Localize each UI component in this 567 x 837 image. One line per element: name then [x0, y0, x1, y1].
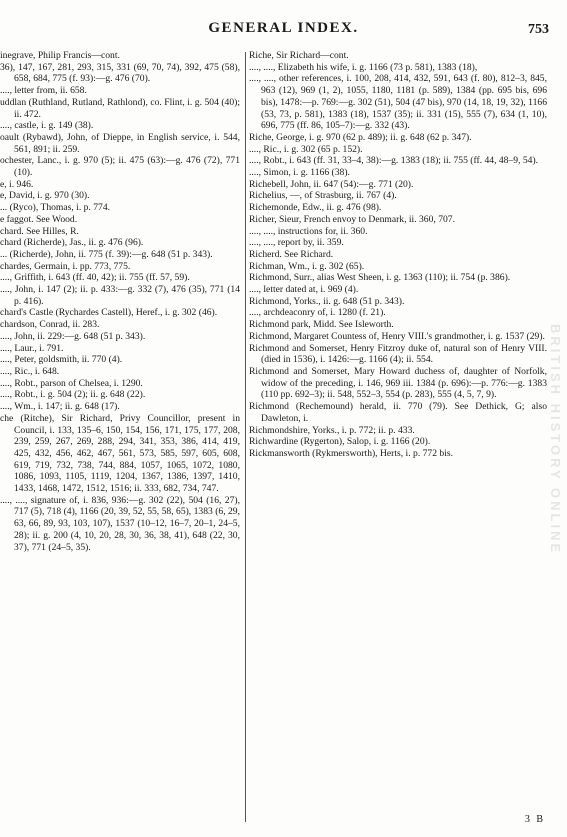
index-entry: 36), 147, 167, 281, 293, 315, 331 (69, 70, 74), 392, 475 (58), 658, 684, 775 (f. 93):—g. 476 (70).	[0, 61, 240, 85]
index-entry: chard. See Hilles, R.	[0, 225, 79, 237]
index-entry: che (Ritche), Sir Richard, Privy Councillor, present in Council, i. 133, 135–6, 150, 154, 156, 171, 175, 177, 208, 239, 259, 267, 269, 288, 294, 341, 353, 386, 414, 419, 425, 432, 456, 462, 467, 561, 573, 585, 597, 605, 608, 619, 719, 732, 738, 744, 884, 1057, 1065, 1072, 1080, 1086, 1093, 1105, 1119, 1204, 1367, 1386, 1397, 1410, 1433, 1468, 1472, 1512, 1516; ii. 333, 682, 734, 747.	[0, 412, 240, 495]
index-entry: Riche, Sir Richard—cont.	[249, 50, 349, 61]
index-entry: ...., Laur., i. 791.	[0, 342, 64, 354]
index-entry: ...., ...., Elizabeth his wife, i. g. 1166 (73 p. 581), 1383 (18),	[249, 61, 478, 73]
index-entry: e, David, i. g. 970 (30).	[0, 190, 90, 202]
index-entry: Richer, Sieur, French envoy to Denmark, ii. 360, 707.	[249, 213, 455, 225]
index-entry: ...., archdeaconry of, i. 1280 (f. 21).	[249, 307, 386, 319]
index-entry: Richmond, Yorks., ii. g. 648 (51 p. 343).	[249, 295, 405, 307]
index-entry: chard's Castle (Rychardes Castell), Heref., i. g. 302 (46).	[0, 307, 218, 319]
right-column	[249, 50, 547, 460]
watermark: BRITISH HISTORY ONLINE	[548, 324, 563, 556]
index-entry: ...., John, i. 147 (2); ii. p. 433:—g. 332 (7), 476 (35), 771 (14 p. 416).	[0, 284, 240, 307]
index-entry: Richwardine (Rygerton), Salop, i. g. 1166 (20).	[249, 436, 431, 448]
index-entry: ... (Ryco), Thomas, i. p. 774.	[0, 202, 111, 214]
index-entry: ...., ...., report by, ii. 359.	[249, 237, 344, 249]
index-entry: chardes, Germain, i. pp. 773, 775.	[0, 260, 131, 272]
index-entry: ...., Ric., i. 648.	[0, 365, 60, 377]
index-entry: ...., Robt., parson of Chelsea, i. 1290.	[0, 377, 143, 389]
signature-mark: 3 B	[524, 814, 545, 825]
index-entry: Richebell, John, ii. 647 (54):—g. 771 (20).	[249, 178, 414, 190]
index-entry: ...., Griffith, i. 643 (ff. 40, 42); ii. 755 (ff. 57, 59).	[0, 272, 190, 284]
index-entry: ...., Peter, goldsmith, ii. 770 (4).	[0, 354, 123, 366]
index-entry: ...., Ric., i. g. 302 (65 p. 152).	[249, 143, 363, 155]
index-entry: Richmondshire, Yorks., i. p. 772; ii. p. 433.	[249, 424, 415, 436]
index-entry: ...., castle, i. g. 149 (38).	[0, 120, 94, 132]
left-column	[0, 50, 240, 553]
index-entry: Richmond (Rechemound) herald, ii. 770 (79). See Dethick, G; also Dawleton, i.	[249, 401, 547, 424]
index-entry: chard (Richerde), Jas., ii. g. 476 (96).	[0, 237, 144, 249]
index-entry: Richmond and Somerset, Henry Fitzroy duke of, natural son of Henry VIII. (died in 1536), i. 1426:—g. 1166 (4); ii. 554.	[249, 342, 547, 366]
index-entry: ...., ...., instructions for, ii. 360.	[249, 225, 368, 237]
page-number: 753	[528, 22, 549, 37]
index-entry: ...., Robt., i. g. 504 (2); ii. g. 648 (22).	[0, 389, 146, 401]
index-entry: ...., Simon, i. g. 1166 (38).	[249, 167, 350, 179]
index-entry: ...., letter dated at, i. 969 (4).	[249, 284, 359, 296]
index-entry: ...., ...., signature of, i. 836, 936:—g. 302 (22), 504 (16, 27), 717 (5), 718 (4), 1166 (20, 39, 52, 55, 58, 65), 1383 (6, 29, 63, 66, 89, 93, 103, 107), 1537 (10–12, 16–7, 20–1, 24–5, 28); ii. g. 200 (4, 10, 20, 28, 30, 36, 38, 41), 648 (22, 30, 37), 771 (24–5, 35).	[0, 494, 240, 553]
index-entry: Riche, George, i. g. 970 (62 p. 489); ii. g. 648 (62 p. 347).	[249, 131, 472, 143]
index-entry: ...., Robt., i. 643 (ff. 31, 33–4, 38):—g. 1383 (18); ii. 755 (ff. 44, 48–9, 54).	[249, 155, 539, 167]
index-entry: ... (Richerde), John, ii. 775 (f. 39):—g. 648 (51 p. 343).	[0, 248, 213, 260]
index-entry: oault (Rybawd), John, of Dieppe, in English service, i. 544, 561, 891; ii. 259.	[0, 131, 240, 155]
index-entry: uddlan (Ruthland, Rutland, Rathlond), co. Flint, i. g. 504 (40); ii. 472.	[0, 96, 240, 120]
index-entry: Richmond, Surr., alias West Sheen, i. g. 1363 (110); ii. 754 (p. 386).	[249, 272, 511, 284]
running-title: GENERAL INDEX.	[208, 20, 359, 36]
index-entry: e, i. 946.	[0, 178, 34, 190]
index-entry: Richmond park, Midd. See Isleworth.	[249, 319, 394, 331]
index-entry: Richmond and Somerset, Mary Howard duchess of, daughter of Norfolk, widow of the preceding, i. 146, 969 iii. 1384 (p. 696):—p. 776:—g. 1383 (110 pp. 692–3); ii. 548, 552–3, 554 (p. 283), 555 (4, 5, 7, 9).	[249, 365, 547, 401]
column-divider	[245, 52, 246, 822]
index-entry: chardson, Conrad, ii. 283.	[0, 319, 100, 331]
index-entry: ...., ...., other references, i. 100, 208, 414, 432, 591, 643 (f. 80), 812–3, 845, 963 (12), 969 (1, 2), 1055, 1180, 1181 (p. 589), 1384 (pp. 695 bis, 696 bis), 1478:—p. 769:—g. 302 (51), 504 (47 bis), 970 (14, 18, 19, 32), 1166 (53, 73, p. 581), 1383 (18), 1537 (35); ii. 331 (15), 555 (7), 634 (1, 10), 696, 775 (ff. 86, 105–7):—g. 332 (43).	[249, 73, 547, 132]
index-entry: Richman, Wm., i. g. 302 (65).	[249, 260, 365, 272]
index-entry: ...., letter from, ii. 658.	[0, 85, 87, 97]
index-entry: Rickmansworth (Rykmersworth), Herts, i. p. 772 bis.	[249, 447, 453, 459]
index-entry: inegrave, Philip Francis—cont.	[0, 50, 120, 61]
index-entry: ochester, Lanc., i. g. 970 (5); ii. 475 (63):—g. 476 (72), 771 (10).	[0, 155, 240, 179]
index-entry: ...., John, ii. 229:—g. 648 (51 p. 343).	[0, 330, 146, 342]
index-entry: Richmond, Margaret Countess of, Henry VIII.'s grandmother, i. g. 1537 (29).	[249, 330, 545, 342]
index-entry: Richerd. See Richard.	[249, 248, 334, 260]
index-entry: e faggot. See Wood.	[0, 213, 78, 225]
index-entry: Richemonde, Edw., ii. g. 476 (98).	[249, 202, 382, 214]
index-entry: ...., Wm., i. 147; ii. g. 648 (17).	[0, 401, 120, 413]
index-entry: Richelius, —, of Strasburg, ii. 767 (4).	[249, 190, 397, 202]
